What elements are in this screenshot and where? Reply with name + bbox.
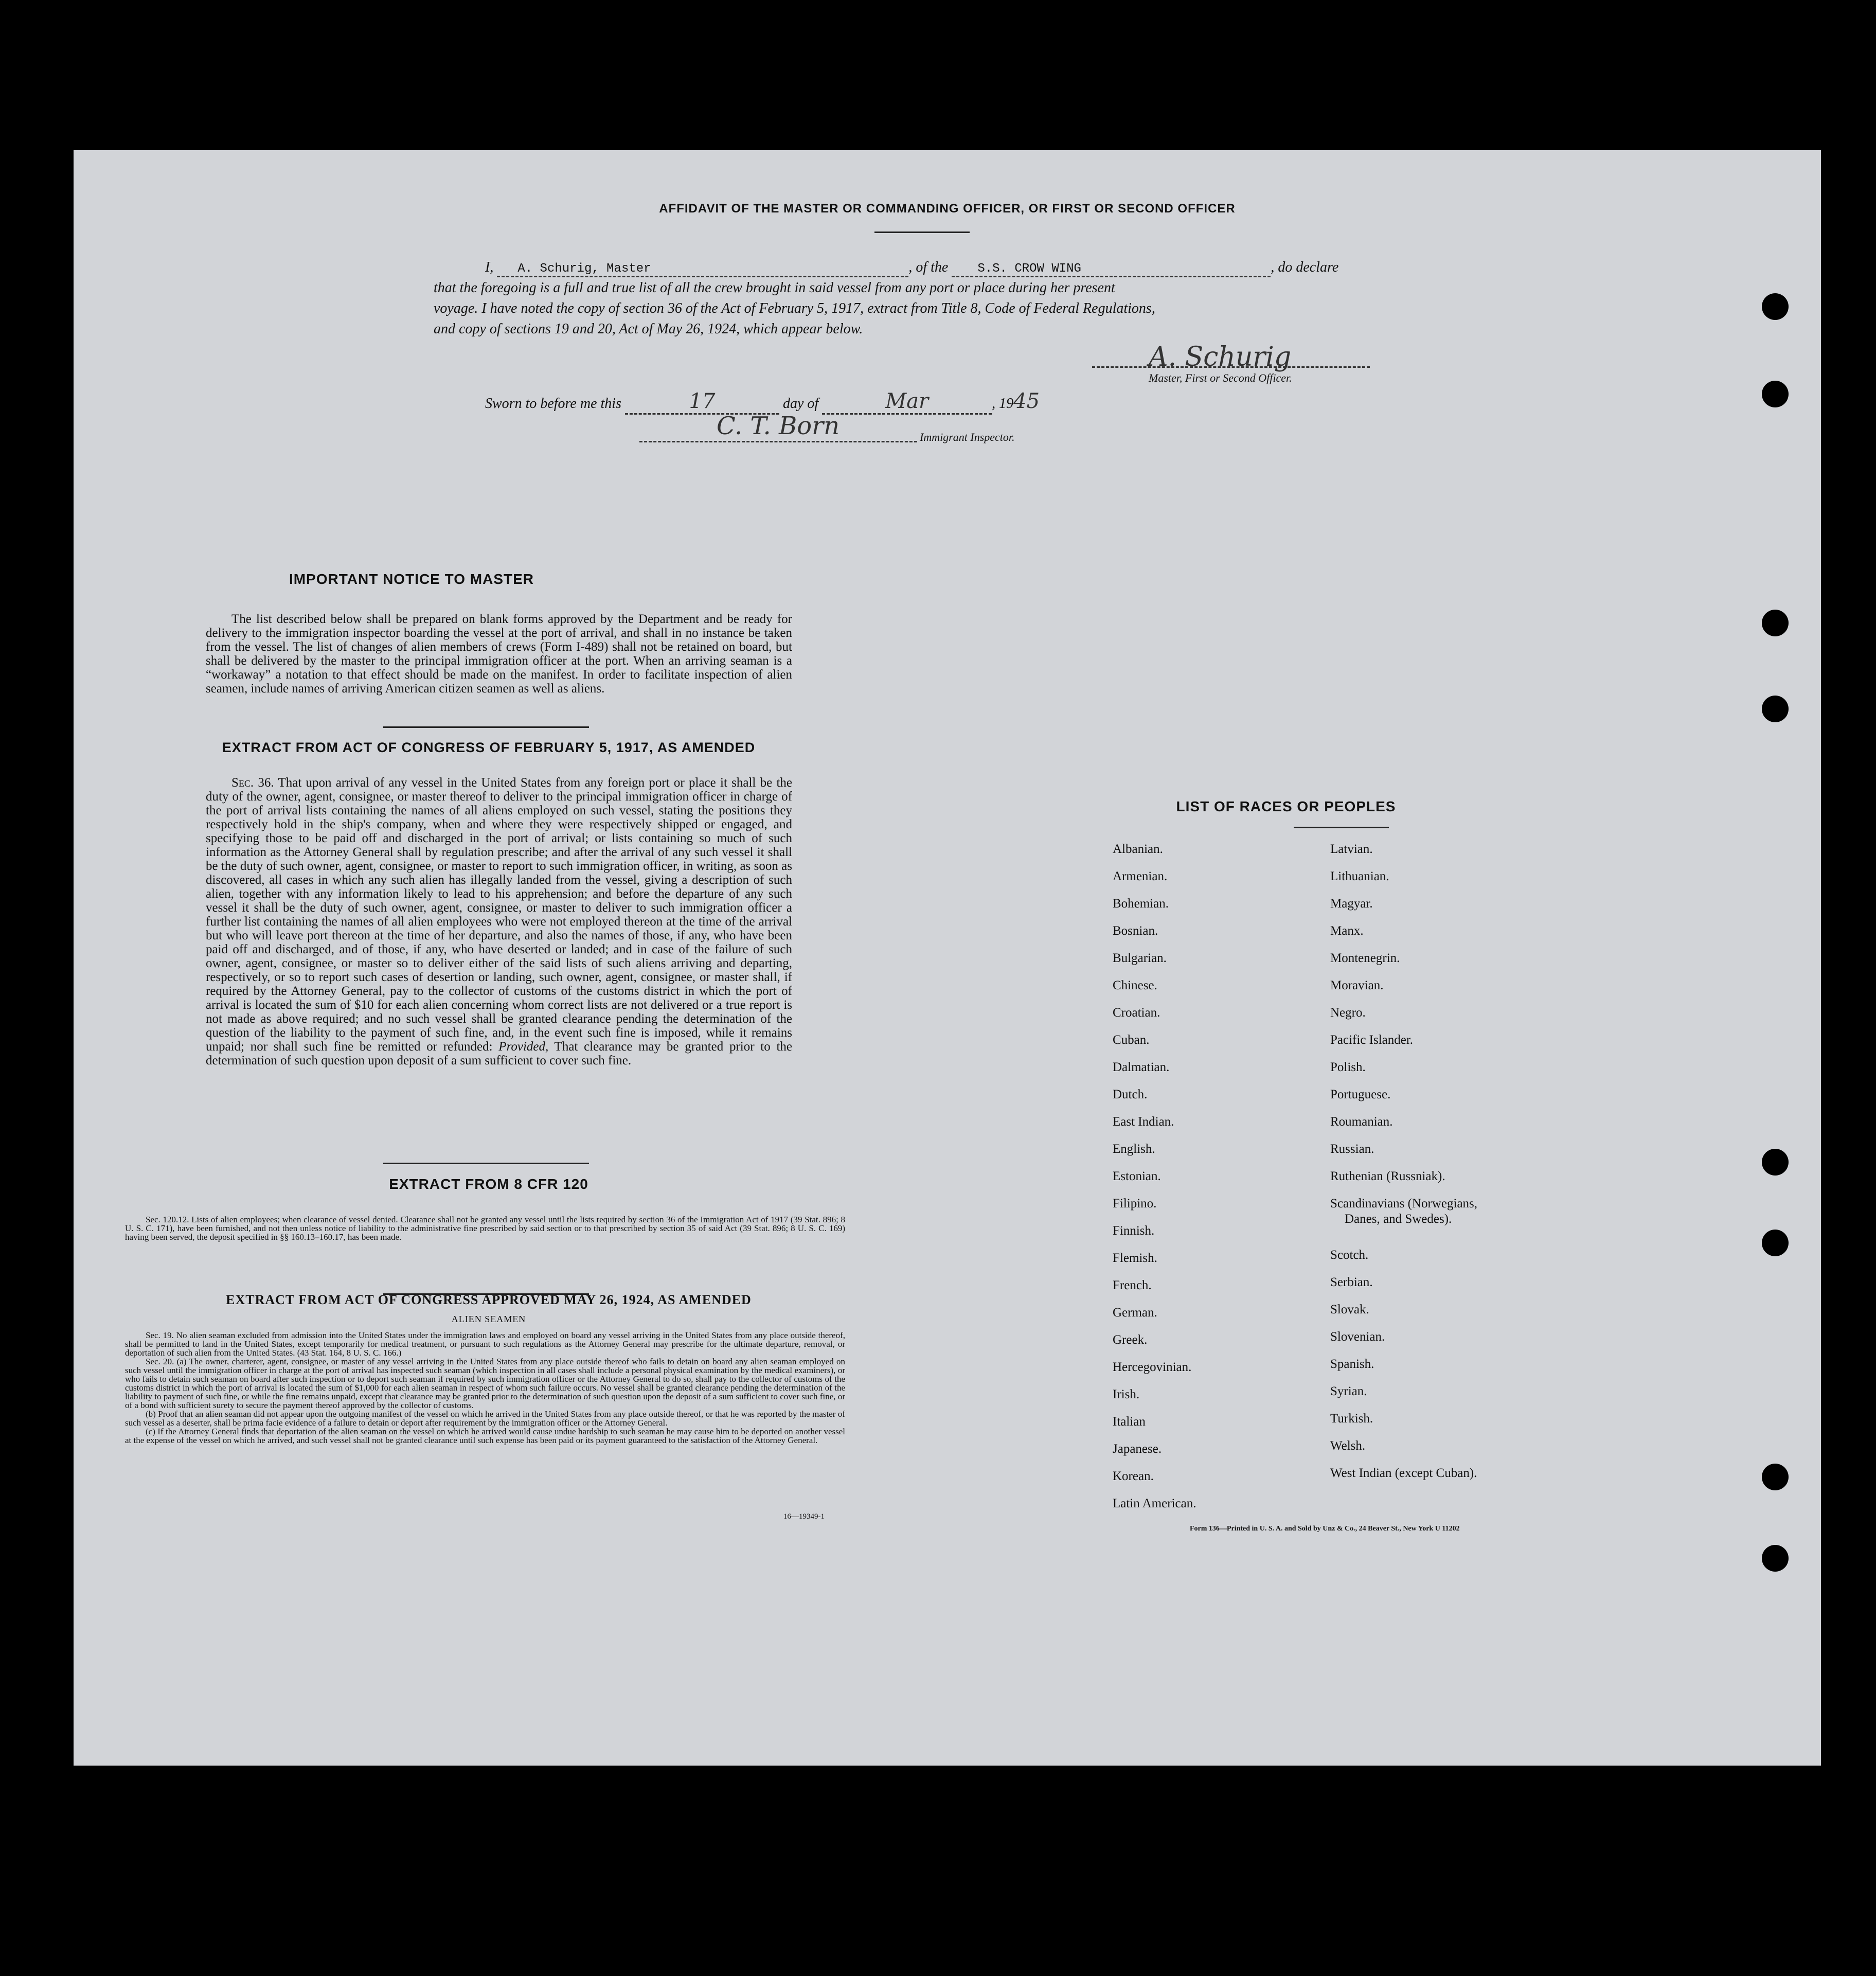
race-item: Danes, and Swedes). — [1345, 1212, 1452, 1226]
race-item: West Indian (except Cuban). — [1330, 1466, 1477, 1480]
race-item: Italian — [1113, 1415, 1146, 1429]
race-item: Bosnian. — [1113, 924, 1158, 938]
race-item: Turkish. — [1330, 1412, 1373, 1426]
binder-hole — [1762, 1149, 1789, 1176]
affidavit-line2: that the foregoing is a full and true list of all the crew brought in said vessel from any port or place during her present — [434, 280, 1115, 296]
race-item: Scandinavians (Norwegians, — [1330, 1197, 1478, 1210]
race-item: French. — [1113, 1278, 1152, 1292]
race-item: Slovak. — [1330, 1303, 1369, 1316]
race-item: East Indian. — [1113, 1115, 1174, 1129]
master-signature-line — [1092, 366, 1370, 368]
race-item: Magyar. — [1330, 897, 1373, 911]
race-item: Latin American. — [1113, 1497, 1196, 1510]
race-item: Pacific Islander. — [1330, 1033, 1414, 1047]
master-signature: A. Schurig — [1149, 342, 1292, 372]
printer-imprint: Form 136—Printed in U. S. A. and Sold by Unz & Co., 24 Beaver St., New York U 11202 — [1190, 1525, 1460, 1533]
sec-20c-text: (c) If the Attorney General finds that deportation of the alien seaman on the vessel on which he arrived would cause undue hardship to such seaman he may cause him to be deported on another vessel at the expense of the vessel on which he arrived, and such vessel shall not be granted clearance until such expense has been paid or its payment guaranteed to the satisfaction of the Attorney General. — [125, 1427, 845, 1445]
race-item: Manx. — [1330, 924, 1364, 938]
master-caption: Master, First or Second Officer. — [1149, 371, 1292, 384]
sworn-day: 17 — [689, 389, 716, 413]
race-item: Roumanian. — [1330, 1115, 1393, 1129]
affidavit-line1: I, A. Schurig, Master , of the S.S. CROW WING , do declare — [485, 259, 1338, 277]
race-item: Montenegrin. — [1330, 951, 1400, 965]
inspector-signature-line — [639, 441, 917, 442]
affidavit-line4: and copy of sections 19 and 20, Act of May 26, 1924, which appear below. — [434, 321, 863, 337]
race-item: Korean. — [1113, 1469, 1154, 1483]
race-item: Chinese. — [1113, 978, 1157, 992]
race-item: Finnish. — [1113, 1224, 1155, 1238]
race-item: Dalmatian. — [1113, 1060, 1170, 1074]
extract-1917-rule — [383, 1163, 589, 1164]
races-title: LIST OF RACES OR PEOPLES — [1176, 798, 1396, 814]
race-item: Moravian. — [1330, 978, 1384, 992]
race-item: Latvian. — [1330, 842, 1373, 856]
binder-hole — [1762, 610, 1789, 636]
document-page — [74, 150, 1821, 1766]
binder-hole — [1762, 293, 1789, 320]
race-item: Armenian. — [1113, 869, 1168, 883]
races-left-column — [1113, 842, 1196, 1524]
inspector-signature: C. T. Born — [717, 412, 840, 440]
sworn-month: Mar — [885, 389, 929, 413]
race-item: Cuban. — [1113, 1033, 1150, 1047]
race-item: Irish. — [1113, 1387, 1140, 1401]
inspector-caption: Immigrant Inspector. — [920, 431, 1015, 443]
notice-rule — [383, 726, 589, 728]
affidavit-title: AFFIDAVIT OF THE MASTER OR COMMANDING OFFICER, OR FIRST OR SECOND OFFICER — [659, 202, 1236, 216]
race-item: Filipino. — [1113, 1197, 1157, 1210]
sec-19-text: Sec. 19. No alien seaman excluded from admission into the United States under the immigration laws and employed on board any vessel arriving in the United States from any place outside thereof, shall be permitted to land in the United States, except temporarily for medical treatment, or pursuant to such regulations as the Attorney General may prescribe for the ultimate departure, removal, or deportation of such alien from the United States. (43 Stat. 164, 8 U. S. C. 166.) — [125, 1330, 845, 1358]
sworn-year: 45 — [1013, 389, 1040, 413]
race-item: German. — [1113, 1306, 1157, 1320]
affidavit-title-rule — [874, 232, 970, 233]
extract-1924-subtitle: ALIEN SEAMEN — [451, 1314, 526, 1324]
binder-hole — [1762, 696, 1789, 722]
extract-1917-title: EXTRACT FROM ACT OF CONGRESS OF FEBRUARY 5, 1917, AS AMENDED — [222, 740, 756, 755]
sec-20b-text: (b) Proof that an alien seaman did not appear upon the outgoing manifest of the vessel on which he arrived in the United States from any place outside thereof, or that he was reported by the master of such vessel as a deserter, shall be prima facie evidence of a failure to detain or deport after requirement by the immigration officer or the Attorney General. — [125, 1409, 845, 1428]
race-item: Albanian. — [1113, 842, 1163, 856]
race-item: Dutch. — [1113, 1088, 1148, 1101]
races-right-column — [1330, 842, 1477, 1493]
races-title-rule — [1294, 827, 1389, 828]
race-item: Scotch. — [1330, 1248, 1369, 1262]
binder-hole — [1762, 1230, 1789, 1256]
race-item: Bohemian. — [1113, 897, 1169, 911]
race-item: Portuguese. — [1330, 1088, 1391, 1101]
sec-20a-text: Sec. 20. (a) The owner, charterer, agent, consignee, or master of any vessel arriving in the United States from any place outside thereof who fails to detain on board any alien seaman employed on such vessel until the immigration officer in charge at the port of arrival has inspected such seaman (which inspection in all cases shall include a personal physical examination by the medical examiners), or who fails to detain such seaman on board after such inspection or to deport such seaman if required by such immigration officer or the Attorney General to do so, shall pay to the collector of customs of the customs district in which the port of arrival is located the sum of $1,000 for each alien seaman in respect of whom such failure occurs. No vessel shall be granted clearance pending the determination of the liability to payment of such fine, or while the fine remains unpaid, except that clearance may be granted prior to the determination of such question upon the deposit of a sum sufficient to cover such fine, or of a bond with sufficient surety to secure the payment thereof approved by the collector of customs. — [125, 1357, 845, 1410]
race-item: Polish. — [1330, 1060, 1366, 1074]
race-item: Ruthenian (Russniak). — [1330, 1169, 1445, 1183]
race-item: Serbian. — [1330, 1275, 1373, 1289]
race-item: Lithuanian. — [1330, 869, 1389, 883]
race-item: Slovenian. — [1330, 1330, 1385, 1344]
extract-1924-title: EXTRACT FROM ACT OF CONGRESS APPROVED MAY 26, 1924, AS AMENDED — [226, 1292, 752, 1307]
extract-1924-body — [125, 1331, 845, 1445]
race-item: Japanese. — [1113, 1442, 1162, 1456]
affidavit-line3: voyage. I have noted the copy of section 36 of the Act of February 5, 1917, extract from Title 8, Code of Federal Regulations, — [434, 300, 1155, 316]
extract-1917-body: Sec. 36. That upon arrival of any vessel in the United States from any foreign port or place it shall be the duty of the owner, agent, consignee, or master thereof to deliver to the principal immigration officer in charge of the port of arrival lists containing the names of all aliens employed on such vessel, stating the positions they respectively hold in the ship's company, when and where they were respectively shipped or engaged, and specifying those to be paid off and discharged in the port of arrival; or lists containing so much of such information as the Attorney General shall by regulation prescribe; and after the arrival of any such vessel it shall be the duty of such owner, agent, consignee, or master to report to such immigration officer, in writing, as soon as discovered, all cases in which any such alien has illegally landed from the vessel, giving a description of such alien, together with any information likely to lead to his apprehension; and before the departure of any such vessel it shall be the duty of such owner, agent, consignee, or master to deliver to such immigration officer a further list containing the names of all alien employees who were not employed thereon at the time of the arrival but who will leave port thereon at the time of her departure, and also the names of those, if any, who have been paid off and discharged, and of those, if any, who have deserted or landed; and in case of the failure of such owner, agent, consignee, or master so to deliver either of the said lists of such aliens arriving and departing, respectively, or so to report such cases of desertion or landing, such owner, agent, consignee, or master shall, if required by the Attorney General, pay to the collector of customs of the customs district in which the port of arrival is located the sum of $10 for each alien concerning whom correct lists are not delivered or a true report is not made as above required; and no such vessel shall be granted clearance pending the determination of the question of the liability to the payment of such fine, and, in the event such fine is imposed, while it remains unpaid; nor shall such fine be remitted or refunded: Provided, That clearance may be granted prior to the determination of such question upon deposit of a sum sufficient to cover such fine. — [206, 776, 792, 1067]
binder-hole — [1762, 1464, 1789, 1490]
vessel-name-field: S.S. CROW WING — [977, 262, 1081, 276]
race-item: Flemish. — [1113, 1251, 1157, 1265]
extract-cfr-body: Sec. 120.12. Lists of alien employees; when clearance of vessel denied. Clearance shall not be granted any vessel until the lists required by section 36 of the Immigration Act of 1917 (39 Stat. 896; 8 U. S. C. 171), have been furnished, and not then unless notice of liability to the administrative fine prescribed by said section or to that prescribed by section 35 of said Act (39 Stat. 896; 8 U. S. C. 169) having been served, the deposit specified in §§ 160.13–160.17, has been made. — [125, 1215, 845, 1242]
binder-hole — [1762, 381, 1789, 407]
race-item: Greek. — [1113, 1333, 1148, 1347]
sworn-line: Sworn to before me this 17 day of Mar , 1945 — [485, 389, 1040, 415]
form-number: 16—19349-1 — [783, 1512, 825, 1521]
race-item: Hercegovinian. — [1113, 1360, 1192, 1374]
race-item: Syrian. — [1330, 1384, 1367, 1398]
race-item: Bulgarian. — [1113, 951, 1167, 965]
notice-title: IMPORTANT NOTICE TO MASTER — [289, 571, 534, 587]
race-item: Croatian. — [1113, 1006, 1160, 1020]
master-name-field: A. Schurig, Master — [517, 262, 651, 276]
notice-body: The list described below shall be prepared on blank forms approved by the Department and be ready for delivery to the immigration inspector boarding the vessel at the port of arrival, and shall in no instance be taken from the vessel. The list of changes of alien members of crews (Form I-489) shall not be retained on board, but shall be delivered by the master to the principal immigration officer at the port. When an arriving seaman is a “workaway” a notation to that effect should be made on the manifest. In order to facilitate inspection of alien seamen, include names of arriving American citizen seamen as well as aliens. — [206, 612, 792, 696]
race-item: Spanish. — [1330, 1357, 1374, 1371]
binder-hole — [1762, 1545, 1789, 1572]
race-item: Negro. — [1330, 1006, 1366, 1020]
race-item: English. — [1113, 1142, 1155, 1156]
extract-cfr-title: EXTRACT FROM 8 CFR 120 — [389, 1176, 588, 1192]
race-item: Welsh. — [1330, 1439, 1366, 1453]
race-item: Russian. — [1330, 1142, 1374, 1156]
race-item: Estonian. — [1113, 1169, 1161, 1183]
